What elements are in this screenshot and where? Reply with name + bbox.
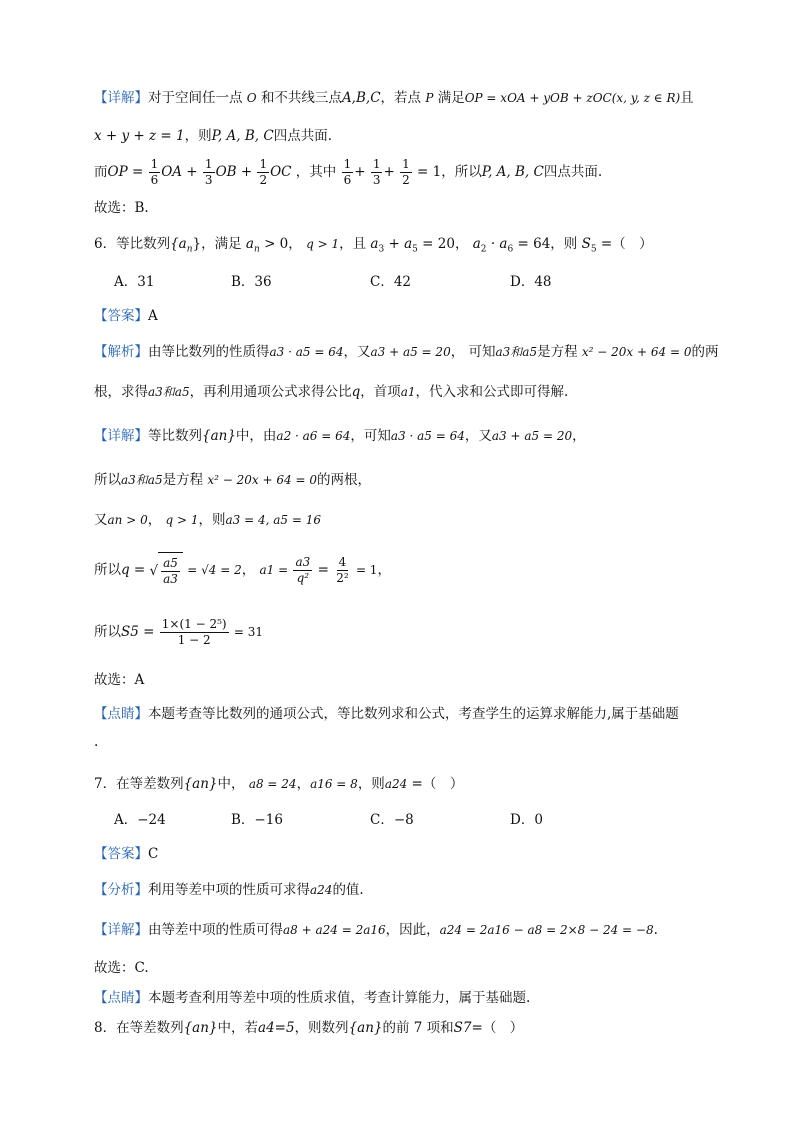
q7-answer: 【答案】C — [94, 846, 159, 862]
q7-option-b[interactable]: B．−16 — [231, 812, 283, 828]
q7-detail: 【详解】由等差中项的性质可得a8 + a24 = 2a16，因此，a24 = 2a16 − a8 = 2×8 − 24 = −8. — [94, 922, 658, 938]
q7-option-d[interactable]: D．0 — [510, 812, 543, 828]
sqrt-expression: √ $\frac{a5}{a3}$ — [150, 552, 183, 589]
q6-detail-line-4: 所以q = √ $\frac{a5}{a3}$ = √4 = 2， a1 = $\frac{a3}{\text{q²}}$ = $\frac{4}{\text{2²}}$ = 1， — [94, 552, 391, 589]
q6-detail-line-2: 所以a3和a5是方程 x² − 20x + 64 = 0的两根， — [94, 472, 371, 488]
vector-equation: OP = xOA + yOB + zOC(x, y, z ∈ R) — [464, 91, 681, 105]
q7-analysis: 【分析】利用等差中项的性质可求得a24的值. — [94, 882, 364, 898]
q6-choice: 故选：A — [94, 672, 145, 688]
s1-choice: 故选：B. — [94, 200, 149, 216]
q7-stem: 7．在等差数列{an}中， a8 = 24，a16 = 8，则a24 =（ ） — [94, 776, 464, 792]
q7-option-a[interactable]: A．−24 — [114, 812, 166, 828]
q6-option-c[interactable]: C．42 — [370, 274, 412, 290]
fraction: $\frac{4}{\text{2²}}$ — [336, 555, 349, 585]
q6-answer: 【答案】A — [94, 308, 158, 324]
q7-option-c[interactable]: C．−8 — [370, 812, 414, 828]
q6-comment: 【点睛】本题考查等比数列的通项公式，等比数列求和公式，考查学生的运算求解能力,属于基础题 — [94, 706, 679, 722]
fraction: $\frac{1}{6}$ — [150, 157, 159, 187]
fraction: $\frac{1}{3}$ — [204, 157, 213, 187]
q6-analysis-line-1: 【解析】由等比数列的性质得a3 · a5 = 64，又a3 + a5 = 20， 可知a3和a5是方程 x² − 20x + 64 = 0的两 — [94, 344, 719, 360]
q6-comment-end: . — [94, 734, 99, 750]
fraction: $\frac{1}{2}$ — [402, 157, 410, 187]
q7-choice: 故选：C. — [94, 960, 149, 976]
q7-comment: 【点睛】本题考查利用等差中项的性质求值，考查计算能力，属于基础题. — [94, 990, 531, 1006]
fraction: $\frac{a3}{\text{q²}}$ — [295, 555, 311, 585]
q6-stem: 6．等比数列$\{a_n\}$，满足 $a_n > 0$， q > 1，且 $a_3 + a_5 = 20$， $a_2 \cdot a_6 = 64$，则 $S_5$ =（ ） — [94, 236, 653, 255]
fraction: $\frac{\text{1×(1 − 2⁵)}}{1 - 2}$ — [161, 617, 227, 647]
q6-analysis-line-2: 根，求得a3和a5，再利用通项公式求得公比q，首项a1，代入求和公式即可得解. — [94, 384, 569, 400]
q6-option-a[interactable]: A．31 — [114, 274, 155, 290]
q6-detail-line-5: 所以S5 = $\frac{\text{1×(1 − 2⁵)}}{1 - 2}$ = 31 — [94, 617, 264, 647]
detail-tag: 【详解】 — [94, 90, 148, 106]
s1-detail-line-3: 而OP = $\frac{1}{6}$ OA + $\frac{1}{3}$ OB + $\frac{1}{2}$ OC ，其中 $\frac{1}{6}$ + $\frac{1}{3}$ + $\frac{1}{2}$ = 1，所以P, A, B, C四点共面. — [94, 157, 603, 187]
s1-detail-line-2: x + y + z = 1，则P, A, B, C四点共面. — [94, 128, 333, 144]
q6-option-d[interactable]: D．48 — [510, 274, 552, 290]
fraction: $\frac{1}{6}$ — [343, 157, 352, 187]
fraction: $\frac{1}{3}$ — [372, 157, 381, 187]
s1-detail-line-1: 【详解】对于空间任一点 O 和不共线三点A,B,C，若点 P 满足OP = xOA + yOB + zOC(x, y, z ∈ R)且 — [94, 90, 694, 106]
q8-stem: 8．在等差数列{an}中，若a4=5，则数列{an}的前 7 项和S7=（ ） — [94, 1020, 524, 1036]
q6-option-b[interactable]: B．36 — [231, 274, 272, 290]
fraction: $\frac{1}{2}$ — [259, 157, 268, 187]
q6-detail-line-1: 【详解】等比数列{an}中，由a2 · a6 = 64，可知a3 · a5 = 64，又a3 + a5 = 20， — [94, 428, 586, 444]
q6-detail-line-3: 又an > 0， q > 1，则a3 = 4, a5 = 16 — [94, 512, 321, 528]
